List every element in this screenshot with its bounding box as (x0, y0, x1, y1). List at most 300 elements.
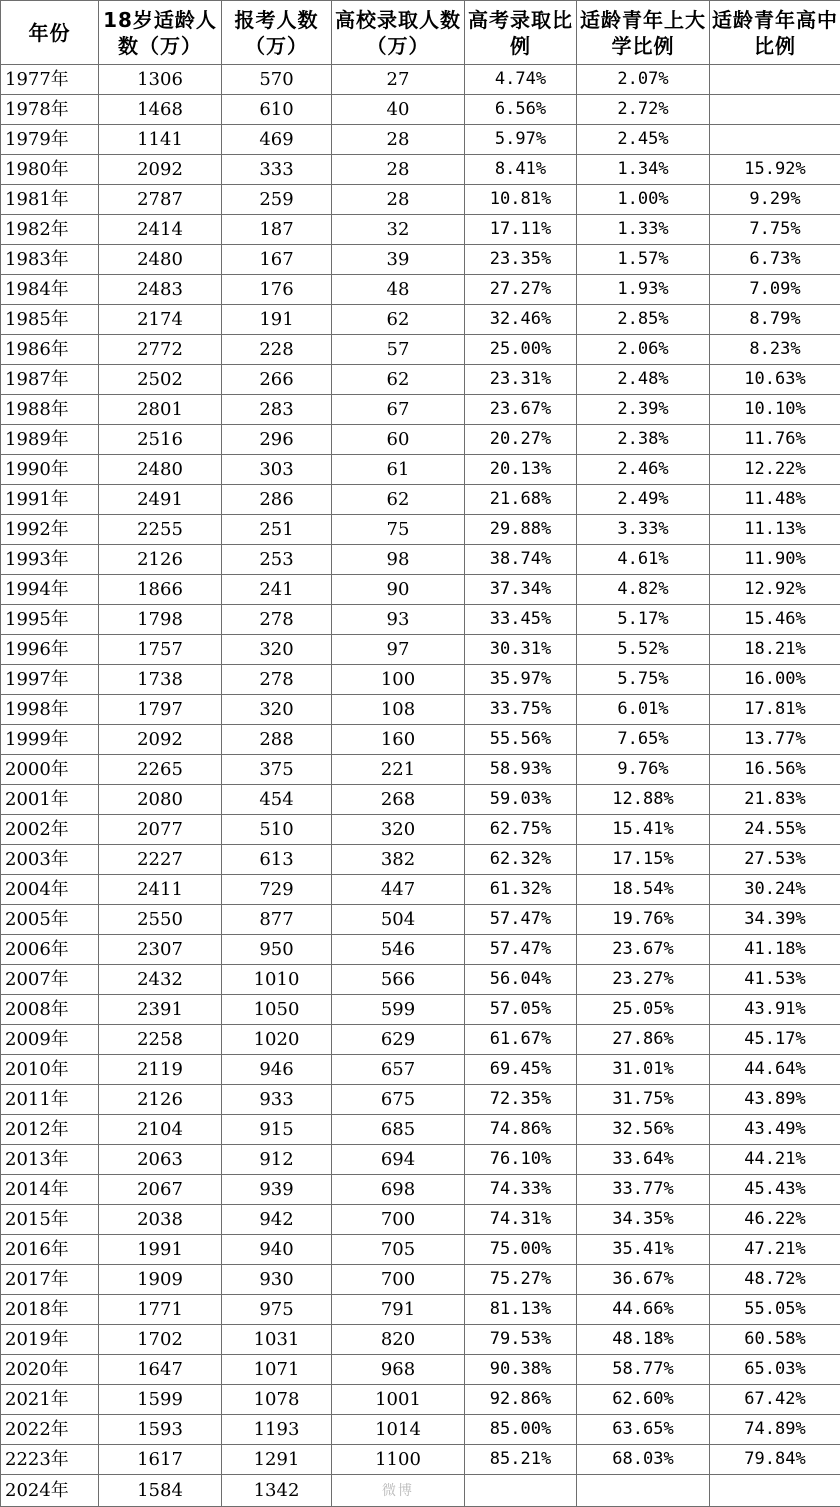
cell-age18-population: 2038 (99, 1205, 222, 1235)
cell-college-enrollment-rate: 1.00% (577, 185, 710, 215)
table-row (1, 695, 840, 725)
table-row (1, 95, 840, 125)
cell-age18-population: 2174 (99, 305, 222, 335)
table-row (1, 725, 840, 755)
cell-admitted: 62 (332, 305, 465, 335)
cell-high-school-rate: 43.89% (710, 1085, 840, 1115)
cell-year: 2008年 (1, 995, 99, 1025)
cell-admitted: 700 (332, 1205, 465, 1235)
cell-college-enrollment-rate: 2.46% (577, 455, 710, 485)
cell-college-enrollment-rate: 12.88% (577, 785, 710, 815)
cell-high-school-rate: 15.46% (710, 605, 840, 635)
cell-admission-rate: 75.27% (465, 1265, 577, 1295)
cell-admitted: 1001 (332, 1385, 465, 1415)
table-row (1, 155, 840, 185)
cell-high-school-rate: 12.22% (710, 455, 840, 485)
cell-applicants: 940 (222, 1235, 332, 1265)
cell-applicants: 912 (222, 1145, 332, 1175)
cell-age18-population: 2063 (99, 1145, 222, 1175)
cell-age18-population: 2255 (99, 515, 222, 545)
cell-high-school-rate: 24.55% (710, 815, 840, 845)
cell-year: 1986年 (1, 335, 99, 365)
cell-high-school-rate: 6.73% (710, 245, 840, 275)
cell-age18-population: 1306 (99, 65, 222, 95)
cell-admitted: 98 (332, 545, 465, 575)
cell-college-enrollment-rate: 2.72% (577, 95, 710, 125)
cell-college-enrollment-rate: 1.93% (577, 275, 710, 305)
cell-high-school-rate (710, 65, 840, 95)
cell-high-school-rate (710, 95, 840, 125)
cell-applicants: 278 (222, 665, 332, 695)
cell-admitted: 62 (332, 485, 465, 515)
cell-applicants: 930 (222, 1265, 332, 1295)
cell-college-enrollment-rate: 68.03% (577, 1445, 710, 1475)
watermark: 微博 (382, 1477, 414, 1506)
cell-year: 1992年 (1, 515, 99, 545)
cell-year: 2003年 (1, 845, 99, 875)
cell-admission-rate: 62.32% (465, 845, 577, 875)
cell-admitted: 382 (332, 845, 465, 875)
cell-college-enrollment-rate: 48.18% (577, 1325, 710, 1355)
cell-college-enrollment-rate: 19.76% (577, 905, 710, 935)
cell-college-enrollment-rate: 31.75% (577, 1085, 710, 1115)
cell-admission-rate: 57.47% (465, 905, 577, 935)
cell-admitted: 61 (332, 455, 465, 485)
cell-high-school-rate: 15.92% (710, 155, 840, 185)
cell-applicants: 877 (222, 905, 332, 935)
cell-admission-rate: 74.31% (465, 1205, 577, 1235)
cell-year: 2021年 (1, 1385, 99, 1415)
table-row (1, 1415, 840, 1445)
cell-admission-rate: 62.75% (465, 815, 577, 845)
cell-year: 1988年 (1, 395, 99, 425)
table-row (1, 1205, 840, 1235)
cell-high-school-rate: 41.18% (710, 935, 840, 965)
table-row (1, 455, 840, 485)
cell-college-enrollment-rate: 6.01% (577, 695, 710, 725)
table-row (1, 245, 840, 275)
table-row (1, 1235, 840, 1265)
cell-college-enrollment-rate: 5.17% (577, 605, 710, 635)
cell-admission-rate: 57.47% (465, 935, 577, 965)
cell-admitted (332, 1475, 465, 1507)
cell-admitted: 221 (332, 755, 465, 785)
cell-high-school-rate: 74.89% (710, 1415, 840, 1445)
cell-admitted: 57 (332, 335, 465, 365)
cell-high-school-rate: 67.42% (710, 1385, 840, 1415)
cell-high-school-rate: 48.72% (710, 1265, 840, 1295)
cell-high-school-rate (710, 125, 840, 155)
cell-age18-population: 2480 (99, 455, 222, 485)
cell-year: 1985年 (1, 305, 99, 335)
cell-year: 1978年 (1, 95, 99, 125)
cell-applicants: 570 (222, 65, 332, 95)
cell-age18-population: 2491 (99, 485, 222, 515)
cell-year: 1989年 (1, 425, 99, 455)
cell-college-enrollment-rate: 44.66% (577, 1295, 710, 1325)
cell-college-enrollment-rate: 2.06% (577, 335, 710, 365)
cell-admission-rate: 58.93% (465, 755, 577, 785)
cell-admission-rate: 5.97% (465, 125, 577, 155)
cell-admission-rate: 8.41% (465, 155, 577, 185)
cell-year: 2022年 (1, 1415, 99, 1445)
cell-high-school-rate: 55.05% (710, 1295, 840, 1325)
cell-applicants: 251 (222, 515, 332, 545)
cell-admission-rate: 33.45% (465, 605, 577, 635)
cell-college-enrollment-rate: 4.82% (577, 575, 710, 605)
cell-year: 1991年 (1, 485, 99, 515)
cell-admission-rate: 23.31% (465, 365, 577, 395)
cell-applicants: 729 (222, 875, 332, 905)
cell-admission-rate: 85.21% (465, 1445, 577, 1475)
table-row (1, 65, 840, 95)
cell-year: 1993年 (1, 545, 99, 575)
column-header-college-enrollment-rate: 适龄青年上大学比例 (577, 1, 710, 65)
table-row (1, 1475, 840, 1507)
table-row (1, 1385, 840, 1415)
cell-college-enrollment-rate: 9.76% (577, 755, 710, 785)
cell-admitted: 39 (332, 245, 465, 275)
cell-college-enrollment-rate: 4.61% (577, 545, 710, 575)
column-header-applicants: 报考人数（万） (222, 1, 332, 65)
table-row (1, 545, 840, 575)
cell-college-enrollment-rate: 62.60% (577, 1385, 710, 1415)
cell-admitted: 32 (332, 215, 465, 245)
cell-high-school-rate: 79.84% (710, 1445, 840, 1475)
cell-high-school-rate: 9.29% (710, 185, 840, 215)
cell-applicants: 266 (222, 365, 332, 395)
cell-year: 2009年 (1, 1025, 99, 1055)
table-row (1, 1355, 840, 1385)
cell-applicants: 915 (222, 1115, 332, 1145)
table-row (1, 1325, 840, 1355)
table-row (1, 935, 840, 965)
cell-college-enrollment-rate: 36.67% (577, 1265, 710, 1295)
cell-high-school-rate: 45.17% (710, 1025, 840, 1055)
cell-year: 1984年 (1, 275, 99, 305)
cell-year: 1995年 (1, 605, 99, 635)
cell-age18-population: 2227 (99, 845, 222, 875)
cell-applicants: 176 (222, 275, 332, 305)
cell-admitted: 1100 (332, 1445, 465, 1475)
cell-year: 2019年 (1, 1325, 99, 1355)
cell-admission-rate: 6.56% (465, 95, 577, 125)
cell-college-enrollment-rate: 7.65% (577, 725, 710, 755)
cell-year: 2014年 (1, 1175, 99, 1205)
cell-admission-rate: 17.11% (465, 215, 577, 245)
cell-year: 1998年 (1, 695, 99, 725)
cell-admitted: 97 (332, 635, 465, 665)
table-row (1, 1445, 840, 1475)
cell-year: 2006年 (1, 935, 99, 965)
cell-admitted: 40 (332, 95, 465, 125)
cell-high-school-rate: 45.43% (710, 1175, 840, 1205)
cell-college-enrollment-rate: 33.77% (577, 1175, 710, 1205)
cell-college-enrollment-rate: 5.52% (577, 635, 710, 665)
table-row (1, 845, 840, 875)
cell-age18-population: 1647 (99, 1355, 222, 1385)
cell-high-school-rate (710, 1475, 840, 1507)
cell-age18-population: 1617 (99, 1445, 222, 1475)
cell-admission-rate: 74.33% (465, 1175, 577, 1205)
cell-applicants: 469 (222, 125, 332, 155)
cell-high-school-rate: 30.24% (710, 875, 840, 905)
cell-admission-rate: 21.68% (465, 485, 577, 515)
cell-admitted: 90 (332, 575, 465, 605)
cell-admitted: 27 (332, 65, 465, 95)
table-row (1, 395, 840, 425)
table-header (1, 1, 840, 65)
cell-high-school-rate: 7.75% (710, 215, 840, 245)
cell-college-enrollment-rate: 35.41% (577, 1235, 710, 1265)
cell-college-enrollment-rate: 2.49% (577, 485, 710, 515)
cell-applicants: 933 (222, 1085, 332, 1115)
cell-college-enrollment-rate: 2.39% (577, 395, 710, 425)
cell-high-school-rate: 18.21% (710, 635, 840, 665)
cell-year: 1983年 (1, 245, 99, 275)
table-row (1, 125, 840, 155)
cell-high-school-rate: 17.81% (710, 695, 840, 725)
cell-age18-population: 1468 (99, 95, 222, 125)
cell-year: 2012年 (1, 1115, 99, 1145)
cell-age18-population: 2480 (99, 245, 222, 275)
cell-applicants: 975 (222, 1295, 332, 1325)
cell-age18-population: 1593 (99, 1415, 222, 1445)
table-row (1, 755, 840, 785)
column-header-age18-population: 18岁适龄人数（万） (99, 1, 222, 65)
cell-applicants: 454 (222, 785, 332, 815)
cell-applicants: 253 (222, 545, 332, 575)
cell-high-school-rate: 43.91% (710, 995, 840, 1025)
cell-year: 1979年 (1, 125, 99, 155)
cell-applicants: 259 (222, 185, 332, 215)
cell-college-enrollment-rate: 32.56% (577, 1115, 710, 1145)
cell-age18-population: 2801 (99, 395, 222, 425)
table-row (1, 995, 840, 1025)
cell-college-enrollment-rate: 25.05% (577, 995, 710, 1025)
cell-admission-rate: 23.67% (465, 395, 577, 425)
cell-admitted: 60 (332, 425, 465, 455)
column-header-admission-rate: 高考录取比例 (465, 1, 577, 65)
cell-high-school-rate: 11.90% (710, 545, 840, 575)
cell-year: 2020年 (1, 1355, 99, 1385)
cell-age18-population: 2104 (99, 1115, 222, 1145)
cell-college-enrollment-rate: 18.54% (577, 875, 710, 905)
cell-age18-population: 2258 (99, 1025, 222, 1055)
cell-year: 2223年 (1, 1445, 99, 1475)
table-row (1, 1055, 840, 1085)
cell-admitted: 268 (332, 785, 465, 815)
table-row (1, 965, 840, 995)
cell-applicants: 278 (222, 605, 332, 635)
table-row (1, 365, 840, 395)
cell-admitted: 28 (332, 185, 465, 215)
cell-age18-population: 1757 (99, 635, 222, 665)
cell-admitted: 791 (332, 1295, 465, 1325)
cell-year: 1977年 (1, 65, 99, 95)
cell-admission-rate: 76.10% (465, 1145, 577, 1175)
cell-admitted: 28 (332, 125, 465, 155)
cell-year: 1996年 (1, 635, 99, 665)
cell-college-enrollment-rate: 1.33% (577, 215, 710, 245)
cell-admission-rate: 56.04% (465, 965, 577, 995)
cell-college-enrollment-rate: 2.85% (577, 305, 710, 335)
cell-age18-population: 1866 (99, 575, 222, 605)
cell-college-enrollment-rate: 58.77% (577, 1355, 710, 1385)
cell-applicants: 1071 (222, 1355, 332, 1385)
table-row (1, 785, 840, 815)
cell-high-school-rate: 60.58% (710, 1325, 840, 1355)
cell-admitted: 700 (332, 1265, 465, 1295)
cell-year: 1980年 (1, 155, 99, 185)
cell-high-school-rate: 16.00% (710, 665, 840, 695)
cell-age18-population: 2787 (99, 185, 222, 215)
cell-high-school-rate: 7.09% (710, 275, 840, 305)
cell-year: 2002年 (1, 815, 99, 845)
column-header-high-school-rate: 适龄青年高中比例 (710, 1, 840, 65)
cell-admission-rate: 57.05% (465, 995, 577, 1025)
cell-college-enrollment-rate: 2.45% (577, 125, 710, 155)
cell-year: 2018年 (1, 1295, 99, 1325)
cell-admission-rate: 74.86% (465, 1115, 577, 1145)
table-row (1, 305, 840, 335)
cell-applicants: 610 (222, 95, 332, 125)
cell-age18-population: 2502 (99, 365, 222, 395)
cell-college-enrollment-rate: 2.48% (577, 365, 710, 395)
table-row (1, 1175, 840, 1205)
cell-high-school-rate: 8.79% (710, 305, 840, 335)
cell-high-school-rate: 41.53% (710, 965, 840, 995)
cell-age18-population: 2550 (99, 905, 222, 935)
cell-age18-population: 2067 (99, 1175, 222, 1205)
cell-year: 1997年 (1, 665, 99, 695)
cell-age18-population: 2772 (99, 335, 222, 365)
cell-admitted: 694 (332, 1145, 465, 1175)
cell-high-school-rate: 10.10% (710, 395, 840, 425)
cell-admission-rate: 38.74% (465, 545, 577, 575)
table-row (1, 665, 840, 695)
cell-age18-population: 2483 (99, 275, 222, 305)
cell-admitted: 28 (332, 155, 465, 185)
table-row (1, 1115, 840, 1145)
table-row (1, 605, 840, 635)
cell-admitted: 685 (332, 1115, 465, 1145)
cell-year: 1982年 (1, 215, 99, 245)
cell-high-school-rate: 21.83% (710, 785, 840, 815)
cell-admission-rate: 29.88% (465, 515, 577, 545)
cell-admitted: 160 (332, 725, 465, 755)
cell-applicants: 1050 (222, 995, 332, 1025)
cell-admission-rate: 72.35% (465, 1085, 577, 1115)
header-row (1, 1, 840, 65)
cell-admission-rate: 10.81% (465, 185, 577, 215)
column-header-year: 年份 (1, 1, 99, 65)
cell-applicants: 939 (222, 1175, 332, 1205)
cell-age18-population: 1738 (99, 665, 222, 695)
cell-admission-rate: 35.97% (465, 665, 577, 695)
cell-college-enrollment-rate: 27.86% (577, 1025, 710, 1055)
cell-college-enrollment-rate: 63.65% (577, 1415, 710, 1445)
table-row (1, 1085, 840, 1115)
cell-age18-population: 2077 (99, 815, 222, 845)
cell-admission-rate: 81.13% (465, 1295, 577, 1325)
cell-admission-rate: 4.74% (465, 65, 577, 95)
cell-admission-rate: 61.32% (465, 875, 577, 905)
cell-admitted: 48 (332, 275, 465, 305)
cell-year: 2013年 (1, 1145, 99, 1175)
cell-age18-population: 2432 (99, 965, 222, 995)
cell-high-school-rate: 8.23% (710, 335, 840, 365)
cell-admission-rate: 61.67% (465, 1025, 577, 1055)
cell-high-school-rate: 65.03% (710, 1355, 840, 1385)
cell-applicants: 303 (222, 455, 332, 485)
cell-admission-rate: 25.00% (465, 335, 577, 365)
cell-applicants: 510 (222, 815, 332, 845)
table-row (1, 1295, 840, 1325)
cell-admitted: 504 (332, 905, 465, 935)
table-row (1, 875, 840, 905)
cell-admitted: 657 (332, 1055, 465, 1085)
table-row (1, 1145, 840, 1175)
cell-age18-population: 2391 (99, 995, 222, 1025)
cell-high-school-rate: 34.39% (710, 905, 840, 935)
cell-age18-population: 1584 (99, 1475, 222, 1507)
cell-year: 1994年 (1, 575, 99, 605)
cell-age18-population: 2092 (99, 725, 222, 755)
cell-year: 2005年 (1, 905, 99, 935)
cell-year: 2015年 (1, 1205, 99, 1235)
cell-year: 1981年 (1, 185, 99, 215)
table-row (1, 1265, 840, 1295)
cell-year: 2010年 (1, 1055, 99, 1085)
cell-age18-population: 2092 (99, 155, 222, 185)
cell-applicants: 613 (222, 845, 332, 875)
cell-admitted: 108 (332, 695, 465, 725)
cell-applicants: 1342 (222, 1475, 332, 1507)
cell-applicants: 228 (222, 335, 332, 365)
table-row (1, 485, 840, 515)
cell-age18-population: 2119 (99, 1055, 222, 1085)
cell-high-school-rate: 11.13% (710, 515, 840, 545)
cell-admitted: 968 (332, 1355, 465, 1385)
cell-admission-rate: 20.27% (465, 425, 577, 455)
cell-applicants: 1193 (222, 1415, 332, 1445)
cell-age18-population: 2411 (99, 875, 222, 905)
table-row (1, 1025, 840, 1055)
cell-college-enrollment-rate (577, 1475, 710, 1507)
cell-admission-rate: 30.31% (465, 635, 577, 665)
cell-year: 2011年 (1, 1085, 99, 1115)
cell-admission-rate: 85.00% (465, 1415, 577, 1445)
cell-applicants: 946 (222, 1055, 332, 1085)
cell-high-school-rate: 13.77% (710, 725, 840, 755)
cell-age18-population: 1797 (99, 695, 222, 725)
table-row (1, 635, 840, 665)
cell-admitted: 447 (332, 875, 465, 905)
cell-admitted: 62 (332, 365, 465, 395)
cell-admitted: 705 (332, 1235, 465, 1265)
cell-admission-rate: 90.38% (465, 1355, 577, 1385)
cell-high-school-rate: 47.21% (710, 1235, 840, 1265)
cell-age18-population: 2307 (99, 935, 222, 965)
cell-high-school-rate: 12.92% (710, 575, 840, 605)
cell-high-school-rate: 43.49% (710, 1115, 840, 1145)
cell-applicants: 1031 (222, 1325, 332, 1355)
cell-age18-population: 1991 (99, 1235, 222, 1265)
cell-admission-rate: 37.34% (465, 575, 577, 605)
table-body (1, 65, 840, 1507)
cell-high-school-rate: 46.22% (710, 1205, 840, 1235)
